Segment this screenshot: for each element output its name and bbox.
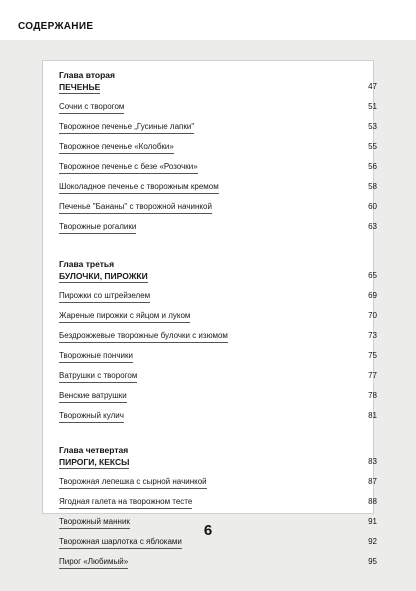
chapter-heading-row	[59, 270, 377, 283]
toc-entry	[59, 194, 377, 214]
chapter-heading-row	[59, 81, 377, 94]
toc-entry	[59, 489, 377, 509]
page-ref: 92	[368, 537, 377, 546]
page-ref: 73	[368, 331, 377, 340]
toc-entry	[59, 134, 377, 154]
page-ref: 58	[368, 182, 377, 191]
toc-entry-title: Творожная лепешка с сырной начинкой	[59, 477, 207, 489]
chapter-heading: БУЛОЧКИ, ПИРОЖКИ	[59, 271, 148, 281]
page-ref: 56	[368, 162, 377, 171]
toc-entry-title: Творожное печенье „Гусиные лапки"	[59, 122, 194, 134]
page-ref: 51	[368, 102, 377, 111]
page-ref: 55	[368, 142, 377, 151]
table-of-contents	[59, 70, 377, 591]
toc-entry-title: Творожные рогалики	[59, 222, 136, 234]
page-ref: 70	[368, 311, 377, 320]
chapter-section	[59, 259, 377, 423]
toc-entry	[59, 154, 377, 174]
page-ref: 65	[368, 271, 377, 280]
toc-entry-title: Жареные пирожки с яйцом и луком	[59, 311, 190, 323]
toc-entry-title: Пирожки со штрейзелем	[59, 291, 150, 303]
toc-entry	[59, 174, 377, 194]
page-ref: 83	[368, 457, 377, 466]
toc-entry-title: Творожный манник	[59, 517, 130, 529]
toc-entry-title: Печенье "Бананы" с творожной начинкой	[59, 202, 212, 214]
toc-entry-title: Бездрожжевые творожные булочки с изюмом	[59, 331, 228, 343]
chapter-heading: ПИРОГИ, КЕКСЫ	[59, 457, 130, 467]
toc-entry-title: Пирог «Любимый»	[59, 557, 128, 569]
toc-entry	[59, 343, 377, 363]
page-ref: 91	[368, 517, 377, 526]
toc-entry	[59, 549, 377, 569]
toc-entry	[59, 403, 377, 423]
page-ref: 69	[368, 291, 377, 300]
page-ref: 60	[368, 202, 377, 211]
toc-entry	[59, 469, 377, 489]
toc-entry	[59, 363, 377, 383]
toc-entry-title: Творожное печенье с безе «Розочки»	[59, 162, 198, 174]
page-ref: 88	[368, 497, 377, 506]
page-ref: 47	[368, 82, 377, 91]
page-ref: 81	[368, 411, 377, 420]
page-header	[0, 0, 416, 40]
page-ref: 63	[368, 222, 377, 231]
page-ref: 95	[368, 557, 377, 566]
page-ref: 87	[368, 477, 377, 486]
toc-entry-title: Ватрушки с творогом	[59, 371, 137, 383]
toc-entry-title: Творожный кулич	[59, 411, 124, 423]
chapter-section	[59, 445, 377, 569]
toc-entry-title: Творожная шарлотка с яблоками	[59, 537, 182, 549]
chapter-section	[59, 70, 377, 234]
toc-entry	[59, 214, 377, 234]
chapter-heading: ПЕЧЕНЬЕ	[59, 82, 101, 92]
toc-entry-title: Творожное печенье «Колобки»	[59, 142, 174, 154]
page-ref: 75	[368, 351, 377, 360]
toc-entry	[59, 323, 377, 343]
toc-entry-title: Ягодная галета на творожном тесте	[59, 497, 192, 509]
page-number: 6	[203, 522, 213, 539]
toc-entry	[59, 114, 377, 134]
toc-entry	[59, 383, 377, 403]
page-ref: 53	[368, 122, 377, 131]
chapter-label: Глава четвертая	[59, 445, 129, 455]
page-ref: 78	[368, 391, 377, 400]
toc-entry-title: Сочни с творогом	[59, 102, 124, 114]
toc-entry	[59, 303, 377, 323]
chapter-heading-row	[59, 456, 377, 469]
toc-entry-title: Шоколадное печенье с творожным кремом	[59, 182, 219, 194]
page-ref: 77	[368, 371, 377, 380]
page-title: СОДЕРЖАНИЕ	[18, 21, 94, 32]
toc-entry-title: Творожные пончики	[59, 351, 133, 363]
toc-entry	[59, 283, 377, 303]
toc-entry	[59, 94, 377, 114]
chapter-label: Глава третья	[59, 259, 115, 269]
chapter-label: Глава вторая	[59, 70, 115, 80]
toc-entry-title: Венские ватрушки	[59, 391, 127, 403]
